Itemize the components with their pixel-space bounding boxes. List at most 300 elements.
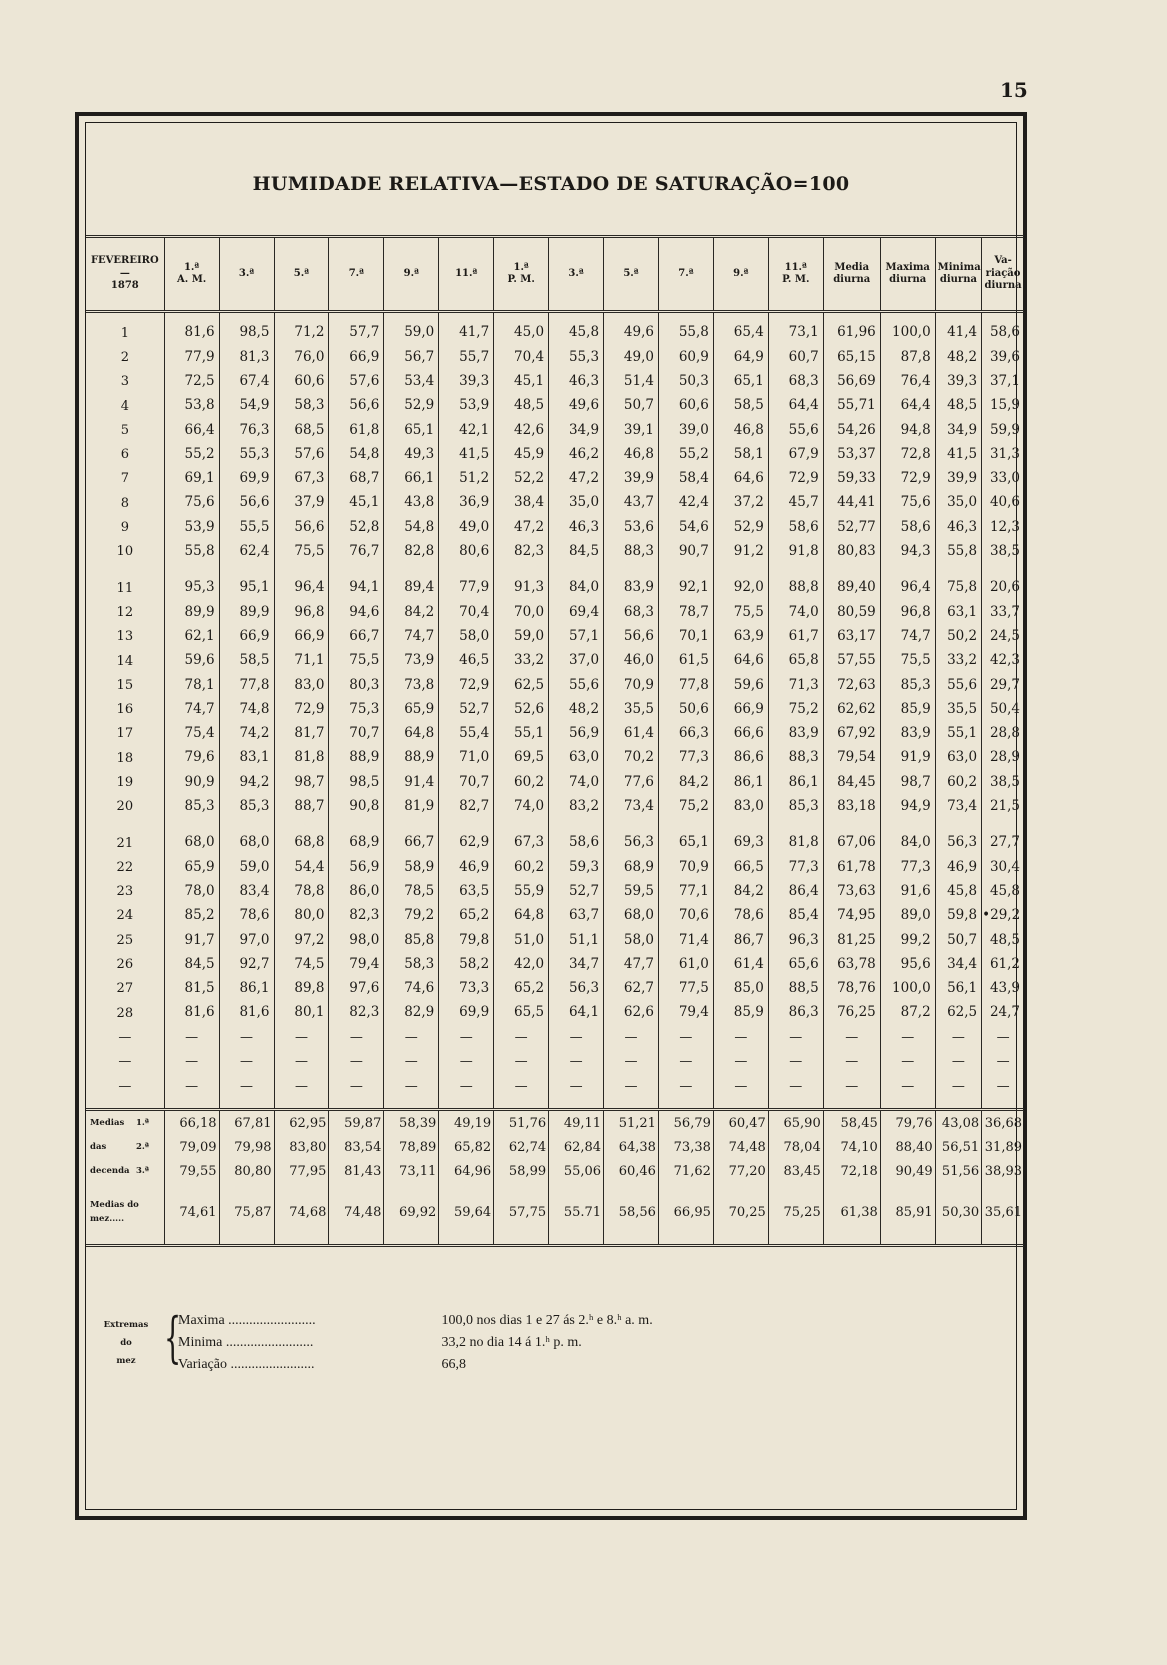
value-cell: 83,0 [713,795,768,819]
value-cell: 15,9 [982,394,1024,418]
value-cell: 56,6 [329,394,384,418]
value-cell: 92,1 [658,576,713,600]
value-cell: 81,6 [219,1001,274,1025]
value-cell: 74,8 [219,697,274,721]
value-cell: 35,5 [604,697,659,721]
value-cell: 69,4 [549,600,604,624]
value-cell: 56,6 [274,515,329,539]
header-col-line1: 5.ª [623,267,639,279]
dash-cell: — [880,1025,935,1049]
value-cell: 78,6 [219,904,274,928]
value-cell: 49,3 [384,442,439,466]
value-cell: 68,8 [274,831,329,855]
value-cell: 71,3 [768,673,823,697]
spacer-cell [384,1241,439,1246]
dash-cell: — [439,1025,494,1049]
value-cell: 74,0 [494,795,549,819]
value-cell: 63,5 [439,880,494,904]
value-cell: 52,8 [329,515,384,539]
value-cell: 98,7 [274,770,329,794]
value-cell: 39,3 [439,370,494,394]
value-cell: 77,3 [768,855,823,879]
value-cell: 74,7 [880,625,935,649]
spacer-cell [384,564,439,576]
value-cell: 68,5 [274,418,329,442]
value-cell: 48,5 [935,394,981,418]
value-cell: 98,5 [329,770,384,794]
spacer-cell [658,1241,713,1246]
value-cell: 54,26 [823,418,880,442]
value-cell: 39,1 [604,418,659,442]
value-cell: 95,6 [880,952,935,976]
value-cell: 58,5 [713,394,768,418]
value-cell: 87,2 [880,1001,935,1025]
value-cell: 46,8 [713,418,768,442]
decenda-value-cell: 56,51 [935,1135,981,1159]
value-cell: 39,3 [935,370,981,394]
decenda-value-cell: 71,62 [658,1159,713,1183]
decenda-label-cell [86,1110,164,1136]
spacer-cell [274,1098,329,1110]
decenda-value-cell: 49,19 [439,1110,494,1136]
decenda-value-cell: 80,80 [219,1159,274,1183]
value-cell: 36,9 [439,491,494,515]
value-cell: 85,4 [768,904,823,928]
day-cell: 24 [116,908,134,924]
value-cell: 37,9 [274,491,329,515]
value-cell: 81,8 [768,831,823,855]
empty-dash-row [86,1025,1024,1049]
value-cell: 82,3 [329,1001,384,1025]
value-cell: 67,06 [823,831,880,855]
decenda-value-cell: 38,93 [982,1159,1024,1183]
value-cell: 60,6 [274,370,329,394]
spacer-cell [86,564,164,576]
empty-dash-row [86,1050,1024,1074]
decenda-value-cell: 77,95 [274,1159,329,1183]
value-cell: 78,6 [713,904,768,928]
value-cell: 84,0 [880,831,935,855]
value-cell: 65,1 [384,418,439,442]
value-cell: 24,7 [982,1001,1024,1025]
value-cell: 77,3 [658,746,713,770]
value-cell: 79,8 [439,928,494,952]
value-cell: 55,8 [935,540,981,564]
value-cell: 84,2 [713,880,768,904]
value-cell: 83,9 [880,722,935,746]
table-row [86,795,1024,819]
spacer-cell [219,564,274,576]
value-cell: 75,5 [329,649,384,673]
table-row [86,673,1024,697]
table-row [86,977,1024,1001]
table-row [86,321,1024,345]
value-cell: 45,7 [768,491,823,515]
value-cell: 64,8 [384,722,439,746]
value-cell: 60,2 [494,855,549,879]
value-cell: 62,5 [935,1001,981,1025]
value-cell: 74,95 [823,904,880,928]
value-cell: 64,6 [713,467,768,491]
decenda-value-cell: 79,55 [164,1159,219,1183]
value-cell: 84,0 [549,576,604,600]
value-cell: 79,4 [658,1001,713,1025]
decenda-value-cell: 51,76 [494,1110,549,1136]
value-cell: 86,3 [768,1001,823,1025]
day-cell: 1 [120,325,129,341]
value-cell: 63,9 [713,625,768,649]
month-mean-value-cell: 75,87 [219,1183,274,1241]
value-cell: 84,5 [549,540,604,564]
value-cell: 61,4 [604,722,659,746]
value-cell: 91,2 [713,540,768,564]
value-cell: 81,25 [823,928,880,952]
decenda-value-cell: 64,96 [439,1159,494,1183]
month-mean-value-cell: 50,30 [935,1183,981,1241]
header-col-15 [935,237,981,312]
spacer-cell [982,1098,1024,1110]
extremes-var-row [178,1357,466,1373]
value-cell: 72,9 [768,467,823,491]
extremes-var-label: Variação ........................ [178,1357,315,1372]
day-cell: 21 [116,835,134,851]
value-cell: 29,7 [982,673,1024,697]
decenda-mean-row [86,1110,1024,1136]
value-cell: 55,6 [768,418,823,442]
value-cell: 54,9 [219,394,274,418]
value-cell: 64,9 [713,345,768,369]
value-cell: 86,7 [713,928,768,952]
value-cell: 74,2 [219,722,274,746]
value-cell: 38,5 [982,540,1024,564]
value-cell: 56,3 [549,977,604,1001]
value-cell: 74,6 [384,977,439,1001]
spacer-cell [86,819,164,831]
value-cell: 61,2 [982,952,1024,976]
table-row [86,394,1024,418]
dash-cell: — [658,1025,713,1049]
value-cell: 97,2 [274,928,329,952]
value-cell: 89,4 [384,576,439,600]
value-cell: 58,4 [658,467,713,491]
value-cell: 70,2 [604,746,659,770]
value-cell: 43,8 [384,491,439,515]
value-cell: 54,8 [329,442,384,466]
spacer-cell [86,1098,164,1110]
spacer-cell [219,1098,274,1110]
month-mean-label [86,1183,164,1241]
value-cell: 55,71 [823,394,880,418]
decenda-value-cell: 64,38 [604,1135,659,1159]
value-cell: 66,9 [713,697,768,721]
dash-cell: — [549,1025,604,1049]
table-row [86,467,1024,491]
value-cell: 62,1 [164,625,219,649]
value-cell: 58,0 [604,928,659,952]
value-cell: 96,8 [880,600,935,624]
value-cell: 50,3 [658,370,713,394]
day-cell: 5 [120,422,129,438]
month-mean-value-cell: 35,61 [982,1183,1024,1241]
header-col-line2: diurna [833,274,871,285]
extremes-side-l3: mez [116,1355,136,1366]
value-cell: 57,6 [329,370,384,394]
table-row [86,904,1024,928]
value-cell: 20,6 [982,576,1024,600]
value-cell: 28,8 [982,722,1024,746]
value-cell: 77,8 [658,673,713,697]
value-cell: 85,3 [768,795,823,819]
header-col-line2: A. M. [176,274,207,285]
value-cell: 77,9 [439,576,494,600]
spacer-cell [439,1241,494,1246]
value-cell: 90,9 [164,770,219,794]
value-cell: 72,9 [439,673,494,697]
day-cell: 25 [116,932,134,948]
value-cell: 45,1 [494,370,549,394]
value-cell: 62,9 [439,831,494,855]
value-cell: 91,7 [164,928,219,952]
value-cell: 65,6 [768,952,823,976]
header-col-8 [549,237,604,312]
value-cell: 34,9 [549,418,604,442]
value-cell: 81,6 [164,1001,219,1025]
value-cell: 71,4 [658,928,713,952]
dash-cell: — [713,1025,768,1049]
value-cell: 86,0 [329,880,384,904]
value-cell: 59,8 [935,904,981,928]
dash-cell: — [982,1050,1024,1074]
spacer-cell [164,1098,219,1110]
decenda-value-cell: 36,68 [982,1110,1024,1136]
month-mean-value-cell: 70,25 [713,1183,768,1241]
header-col-9 [604,237,659,312]
value-cell: 65,8 [768,649,823,673]
value-cell: 96,3 [768,928,823,952]
value-cell: 83,18 [823,795,880,819]
value-cell: 98,7 [880,770,935,794]
value-cell: 80,83 [823,540,880,564]
spacer-cell [549,1241,604,1246]
value-cell: 58,3 [274,394,329,418]
value-cell: 41,4 [935,321,981,345]
value-cell: 50,7 [935,928,981,952]
value-cell: 59,0 [494,625,549,649]
value-cell: 63,17 [823,625,880,649]
spacer-cell [604,1098,659,1110]
value-cell: 54,8 [384,515,439,539]
value-cell: 74,5 [274,952,329,976]
month-mean-value-cell: 57,75 [494,1183,549,1241]
dash-cell: — [604,1025,659,1049]
value-cell: 33,0 [982,467,1024,491]
dash-cell: — [768,1074,823,1098]
value-cell: 35,0 [935,491,981,515]
value-cell: 65,15 [823,345,880,369]
decenda-value-cell: 58,39 [384,1110,439,1136]
value-cell: 48,5 [494,394,549,418]
table-row [86,442,1024,466]
header-col-7 [494,237,549,312]
value-cell: 46,3 [549,515,604,539]
dash-cell: — [935,1050,981,1074]
decenda-value-cell: 62,74 [494,1135,549,1159]
value-cell: 21,5 [982,795,1024,819]
value-cell: 59,0 [219,855,274,879]
value-cell: 69,9 [219,467,274,491]
dash-cell: — [494,1025,549,1049]
value-cell: 45,9 [494,442,549,466]
table-row [86,722,1024,746]
value-cell: 55,6 [549,673,604,697]
spacer-cell [274,1241,329,1246]
value-cell: 81,9 [384,795,439,819]
value-cell: 55,4 [439,722,494,746]
header-col-4 [329,237,384,312]
spacer-cell [329,819,384,831]
value-cell: 33,2 [494,649,549,673]
header-col-3 [274,237,329,312]
value-cell: 58,2 [439,952,494,976]
value-cell: 59,6 [713,673,768,697]
decenda-value-cell: 79,98 [219,1135,274,1159]
month-mean-value-cell: 74,61 [164,1183,219,1241]
value-cell: 69,9 [439,1001,494,1025]
value-cell: 56,6 [604,625,659,649]
value-cell: 66,9 [219,625,274,649]
month-mean-row [86,1183,1024,1241]
spacer-cell [329,312,384,322]
value-cell: 55,7 [439,345,494,369]
day-cell: 6 [120,447,129,463]
value-cell: 87,8 [880,345,935,369]
value-cell: 66,1 [384,467,439,491]
value-cell: 84,5 [164,952,219,976]
header-col-line1: 7.ª [348,267,365,279]
spacer-cell [549,1098,604,1110]
extremes-min-label: Minima ......................... [178,1335,314,1350]
value-cell: 56,9 [329,855,384,879]
table-row [86,855,1024,879]
decenda-value-cell: 79,76 [880,1110,935,1136]
value-cell: 56,3 [935,831,981,855]
value-cell: 73,1 [768,321,823,345]
value-cell: 75,5 [274,540,329,564]
value-cell: 12,3 [982,515,1024,539]
value-cell: 92,0 [713,576,768,600]
header-col-12 [768,237,823,312]
header-col-line1: 3.ª [238,267,255,279]
decenda-value-cell: 51,21 [604,1110,659,1136]
value-cell: 94,3 [880,540,935,564]
dash-cell: — [219,1074,274,1098]
decenda-value-cell: 66,18 [164,1110,219,1136]
value-cell: 75,2 [768,697,823,721]
value-cell: 52,77 [823,515,880,539]
value-cell: 90,8 [329,795,384,819]
dash-cell: — [604,1074,659,1098]
value-cell: 91,4 [384,770,439,794]
value-cell: 51,0 [494,928,549,952]
value-cell: 75,3 [329,697,384,721]
value-cell: 85,3 [164,795,219,819]
dash-cell: — [880,1050,935,1074]
value-cell: 61,96 [823,321,880,345]
value-cell: 85,9 [713,1001,768,1025]
dash-cell: — [274,1050,329,1074]
value-cell: 81,5 [164,977,219,1001]
decenda-value-cell: 65,82 [439,1135,494,1159]
value-cell: 57,6 [274,442,329,466]
value-cell: 37,1 [982,370,1024,394]
dash-cell: — [658,1050,713,1074]
value-cell: 50,6 [658,697,713,721]
value-cell: 55,8 [658,321,713,345]
value-cell: 53,4 [384,370,439,394]
day-cell: 20 [116,799,134,815]
dash-cell: — [118,1054,132,1070]
header-dash: — [119,267,130,279]
dash-cell: — [274,1025,329,1049]
dash-cell: — [329,1025,384,1049]
table-frame [75,112,1027,1520]
table-row [86,770,1024,794]
value-cell: 100,0 [880,977,935,1001]
value-cell: 78,1 [164,673,219,697]
value-cell: 39,9 [935,467,981,491]
value-cell: 75,5 [713,600,768,624]
value-cell: 63,78 [823,952,880,976]
spacer-cell [880,1098,935,1110]
value-cell: 58,0 [439,625,494,649]
spacer-cell [329,1241,384,1246]
value-cell: 60,9 [658,345,713,369]
dash-cell: — [935,1025,981,1049]
value-cell: 78,0 [164,880,219,904]
value-cell: 99,2 [880,928,935,952]
dash-cell: — [164,1074,219,1098]
value-cell: 71,1 [274,649,329,673]
dash-cell: — [549,1050,604,1074]
day-cell: 8 [120,495,129,511]
value-cell: 78,76 [823,977,880,1001]
value-cell: 63,0 [935,746,981,770]
spacer-cell [982,564,1024,576]
value-cell: 70,6 [658,904,713,928]
spacer-cell [549,312,604,322]
decenda-label-cell [86,1159,164,1183]
decenda-mean-row [86,1135,1024,1159]
value-cell: 54,4 [274,855,329,879]
dash-cell: — [823,1074,880,1098]
value-cell: 59,6 [164,649,219,673]
spacer-cell [880,1241,935,1246]
value-cell: 70,9 [604,673,659,697]
value-cell: 68,0 [164,831,219,855]
value-cell: 61,8 [329,418,384,442]
value-cell: 46,9 [439,855,494,879]
decenda-value-cell: 65,90 [768,1110,823,1136]
day-cell: 19 [116,774,134,790]
value-cell: 70,7 [439,770,494,794]
spacer-row [86,312,1024,322]
value-cell: 86,1 [768,770,823,794]
value-cell: 78,8 [274,880,329,904]
value-cell: 89,8 [274,977,329,1001]
spacer-cell [658,1098,713,1110]
day-cell: 9 [120,520,129,536]
value-cell: 80,59 [823,600,880,624]
